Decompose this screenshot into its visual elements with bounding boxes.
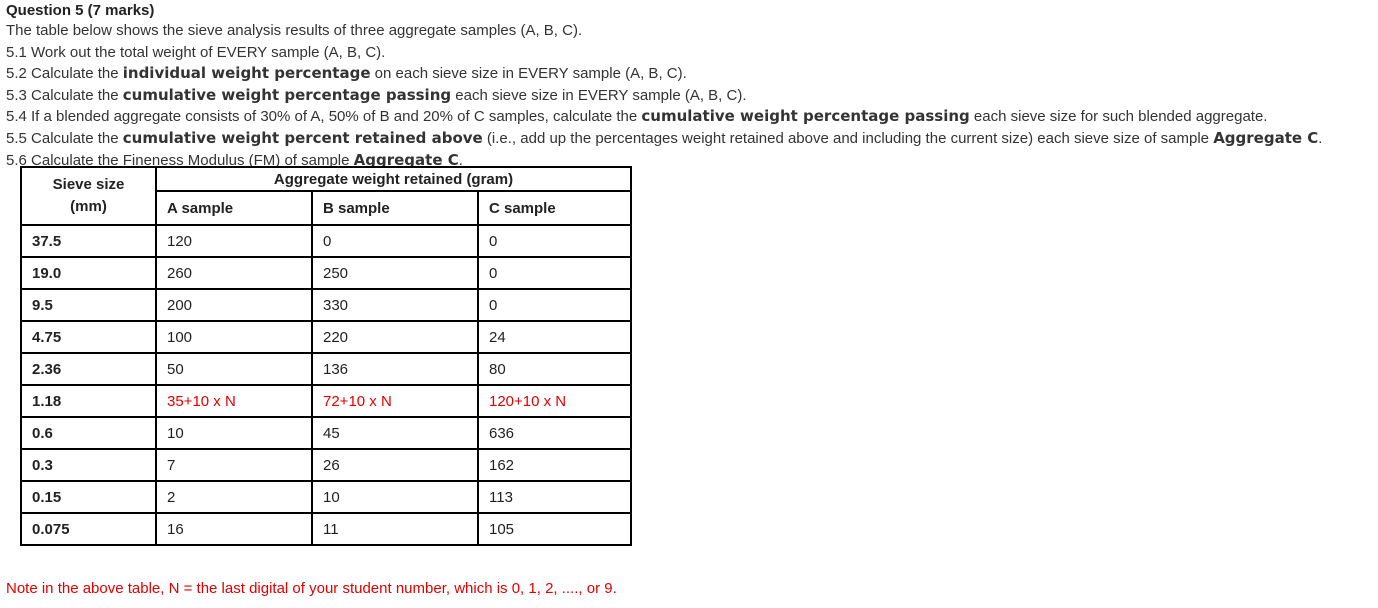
b-sample-cell: 10 — [312, 481, 478, 513]
q6-text: 5.6 Calculate the Fineness Modulus (FM) of sample — [6, 151, 354, 169]
q5-text-end: . — [1318, 129, 1323, 147]
weight-retained-header: Aggregate weight retained (gram) — [156, 167, 631, 191]
sieve-size-cell: 9.5 — [21, 289, 156, 321]
b-sample-cell: 72+10 x N — [312, 385, 478, 417]
q5-text: 5.5 Calculate the — [6, 129, 123, 147]
sieve-size-cell: 0.6 — [21, 417, 156, 449]
b-sample-cell: 220 — [312, 321, 478, 353]
question-5-5 — [6, 128, 1374, 150]
q2-text-end: on each sieve size in EVERY sample (A, B, C). — [370, 65, 687, 83]
a-sample-cell: 100 — [156, 321, 312, 353]
table-row — [21, 513, 631, 545]
b-sample-cell: 136 — [312, 353, 478, 385]
c-sample-cell: 80 — [478, 353, 631, 385]
q4-text-end: each sieve size for such blended aggregate. — [969, 108, 1268, 126]
c-sample-cell: 162 — [478, 449, 631, 481]
sieve-analysis-table — [20, 166, 632, 546]
a-sample-cell: 10 — [156, 417, 312, 449]
question-5-3 — [6, 85, 1374, 107]
col-b-header: B sample — [312, 191, 478, 225]
col-a-header: A sample — [156, 191, 312, 225]
a-sample-cell: 50 — [156, 353, 312, 385]
q4-text: 5.4 If a blended aggregate consists of 30% of A, 50% of B and 20% of C samples, calculate the — [6, 108, 642, 126]
q2-bold: individual weight percentage — [122, 64, 371, 83]
b-sample-cell: 45 — [312, 417, 478, 449]
c-sample-cell: 0 — [478, 289, 631, 321]
sieve-size-header-line1: Sieve size — [52, 176, 125, 193]
b-sample-cell: 330 — [312, 289, 478, 321]
a-sample-cell: 2 — [156, 481, 312, 513]
c-sample-cell: 24 — [478, 321, 631, 353]
table-row — [21, 449, 631, 481]
table-row — [21, 289, 631, 321]
question-block — [6, 2, 1374, 171]
table-row — [21, 385, 631, 417]
q6-bold: Aggregate C — [353, 150, 459, 169]
question-5-1: 5.1 Work out the total weight of EVERY sample (A, B, C). — [6, 43, 386, 61]
table-row — [21, 481, 631, 513]
question-5-4 — [6, 106, 1374, 128]
sieve-size-cell: 0.15 — [21, 481, 156, 513]
c-sample-cell: 0 — [478, 225, 631, 257]
table-row — [21, 417, 631, 449]
c-sample-cell: 0 — [478, 257, 631, 289]
q5-text-mid: (i.e., add up the percentages weight retained above and including the current size) each sieve size of sample — [482, 129, 1214, 147]
question-title: Question 5 (7 marks) — [6, 2, 155, 19]
c-sample-cell: 120+10 x N — [478, 385, 631, 417]
question-intro: The table below shows the sieve analysis results of three aggregate samples (A, B, C). — [6, 22, 583, 39]
b-sample-cell: 0 — [312, 225, 478, 257]
a-sample-cell: 7 — [156, 449, 312, 481]
q3-bold: cumulative weight percentage passing — [122, 85, 452, 104]
q5-bold-2: Aggregate C — [1213, 128, 1319, 147]
sieve-size-cell: 37.5 — [21, 225, 156, 257]
q3-text: 5.3 Calculate the — [6, 86, 123, 104]
a-sample-cell: 16 — [156, 513, 312, 545]
a-sample-cell: 260 — [156, 257, 312, 289]
sieve-size-header — [21, 167, 156, 225]
table-row — [21, 353, 631, 385]
table-row — [21, 321, 631, 353]
sieve-size-cell: 19.0 — [21, 257, 156, 289]
sieve-size-header-line2: (mm) — [70, 198, 107, 215]
question-5-2 — [6, 63, 1374, 85]
student-number-note: Note in the above table, N = the last digital of your student number, which is 0, 1, 2, ...., or 9. — [6, 580, 617, 597]
sieve-size-cell: 0.075 — [21, 513, 156, 545]
col-c-header: C sample — [478, 191, 631, 225]
sieve-size-cell: 4.75 — [21, 321, 156, 353]
table-row — [21, 225, 631, 257]
q6-text-end: . — [458, 151, 463, 169]
sieve-size-cell: 1.18 — [21, 385, 156, 417]
table-header-row — [21, 167, 631, 191]
a-sample-cell: 35+10 x N — [156, 385, 312, 417]
q2-text: 5.2 Calculate the — [6, 65, 123, 83]
c-sample-cell: 113 — [478, 481, 631, 513]
b-sample-cell: 250 — [312, 257, 478, 289]
q3-text-end: each sieve size in EVERY sample (A, B, C). — [451, 86, 747, 104]
sieve-size-cell: 0.3 — [21, 449, 156, 481]
a-sample-cell: 120 — [156, 225, 312, 257]
sieve-size-cell: 2.36 — [21, 353, 156, 385]
q4-bold: cumulative weight percentage passing — [641, 107, 970, 126]
b-sample-cell: 11 — [312, 513, 478, 545]
table-row — [21, 257, 631, 289]
q5-bold: cumulative weight percent retained above — [122, 128, 483, 147]
a-sample-cell: 200 — [156, 289, 312, 321]
b-sample-cell: 26 — [312, 449, 478, 481]
c-sample-cell: 636 — [478, 417, 631, 449]
c-sample-cell: 105 — [478, 513, 631, 545]
